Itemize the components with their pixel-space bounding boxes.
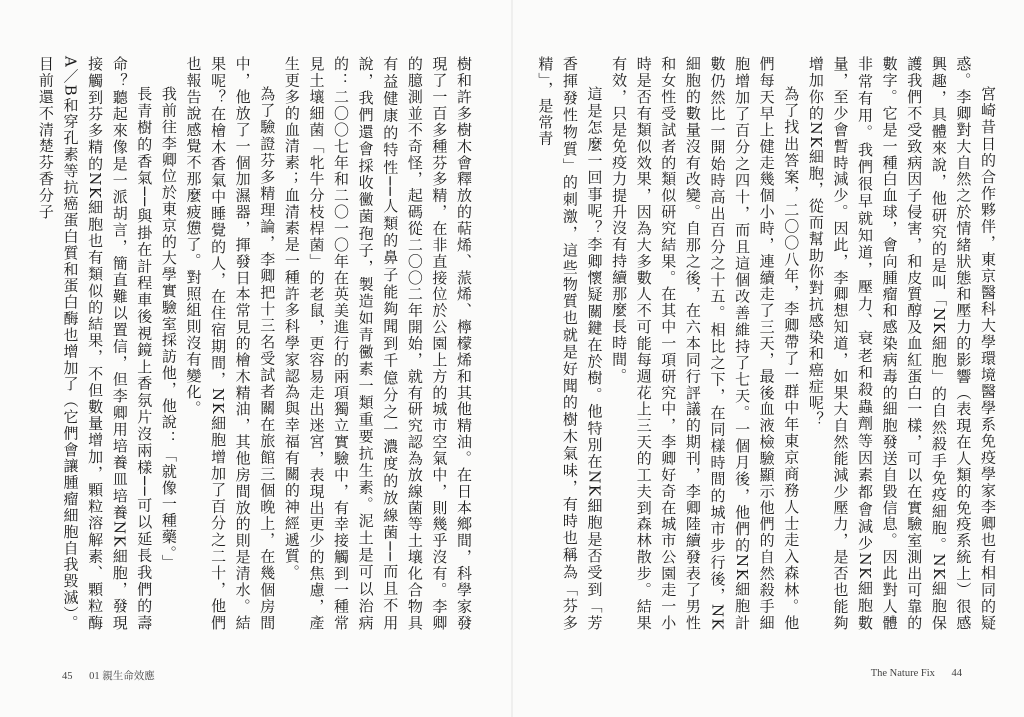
running-title: 01 親生命效應 [89,671,155,682]
right-page-text [536,56,1000,631]
paragraph: 宮崎昔日的合作夥伴，東京醫科大學環境醫學系免疫學家李卿也有相同的疑惑。李卿對大自然之於情緒狀態和壓力的影響（表現在人類的免疫系統上）很感興趣，具體來說，他研究的是叫「NK細胞」的自然殺手免疫細胞。NK細胞保護我們不受致病因子侵害，和皮質醇及血紅蛋白一樣，可以在實驗室測出可靠的數字。它是一種白血球，會向腫瘤和感染病毒的細胞發送自毀信息。因此對人體非常有用。我們很早就知道，壓力、衰老和殺蟲劑等因素都會減少NK細胞數量，至少會暫時減少。因此，李卿想知道，如果大自然能減少壓力，是否也能夠增加你的NK細胞，從而幫助你對抗感染和癌症呢？ [806,56,997,631]
page-number: 44 [951,668,962,679]
paragraph: 為了驗證芬多精理論，李卿把十三名受試者關在旅館三個晚上，在幾個房間中，他放了一個加濕器，揮發日本常見的檜木精油，其他房間放的則是清水。結果呢？在檜木香氣中睡覺的人，在住宿期間，NK細胞增加了百分之二十，他們也報告說感覺不那麼疲憊了。對照組則沒有變化。 [184,56,277,631]
right-footer [871,668,962,679]
paragraph: 這是怎麼一回事呢？李卿懷疑關鍵在於樹。他特別在NK細胞是否受到「芳香揮發性物質」的刺激，這些物質也就是好聞的樹木氣味，有時也稱為「芬多精」，是常青 [536,56,604,631]
right-page [513,0,1024,717]
paragraph: 長青樹的香氣──與掛在計程車後視鏡上香氛片沒兩樣──可以延長我們的壽命？聽起來像是一派胡言，簡直難以置信，但李卿用培養皿培養NK細胞，發現接觸到芬多精的NK細胞也有類似的結果，不但數量增加，顆粒溶解素、顆粒酶A／B和穿孔素等抗癌蛋白質和蛋白酶也增加了（它們會讓腫瘤細胞自我毀滅）。目前還不清楚芬香分子 [36,56,154,631]
left-footer [62,668,155,683]
paragraph: 樹和許多樹木會釋放的萜烯、蒎烯、檸檬烯和其他精油。在日本鄉間，科學家發現了一百多種芬多精，在非直接位於公園上方的城市空氣中，則幾乎沒有。李卿的臆測並不奇怪，起碼從二〇〇二年開始，就有研究認為放線菌等土壤化合物具有益健康的特性──人類的鼻子能夠聞到千億分之一濃度的放線菌──而且不用說，我們還會採收黴菌孢子，製造如青黴素一類重要抗生素。泥土是可以治病的：二〇〇七年和二〇一〇年在英美進行的兩項獨立實驗中，有幸接觸到一種常見土壤細菌「牝牛分枝桿菌」的老鼠，更容易走出迷宮，表現出更少的焦慮，產生更多的血清素；血清素是一種許多科學家認為與幸福有關的神經遞質。 [282,56,473,631]
left-page-text [36,56,476,631]
paragraph: 為了找出答案，二〇〇八年，李卿帶了一群中年東京商務人士走入森林。他們每天早上健走幾個小時，連續走了三天，最後血液檢驗顯示他們的自然殺手細胞增加了百分之四十，而且這個改善維持了七天。一個月後，他們的NK細胞計數仍然比一開始時高出百分之十五。相比之下，在同樣時間的城市步行後，NK細胞的數量沒有改變。自那之後，在六本同行評議的期刊，李卿陸續發表了男性和女性受試者的類似研究結果。在其中一項研究中，李卿好奇在城市公園走一小時是否有類似效果，因為大多數人不可能每週花上三天的工夫到森林散步。結果有效，只是免疫力提升沒有持續那麼長時間。 [610,56,801,631]
left-page [0,0,511,717]
page-number: 45 [62,671,73,682]
running-title: The Nature Fix [870,668,935,679]
paragraph: 我前往李卿位於東京的大學實驗室採訪他，他說：「就像一種藥。」 [159,86,178,571]
